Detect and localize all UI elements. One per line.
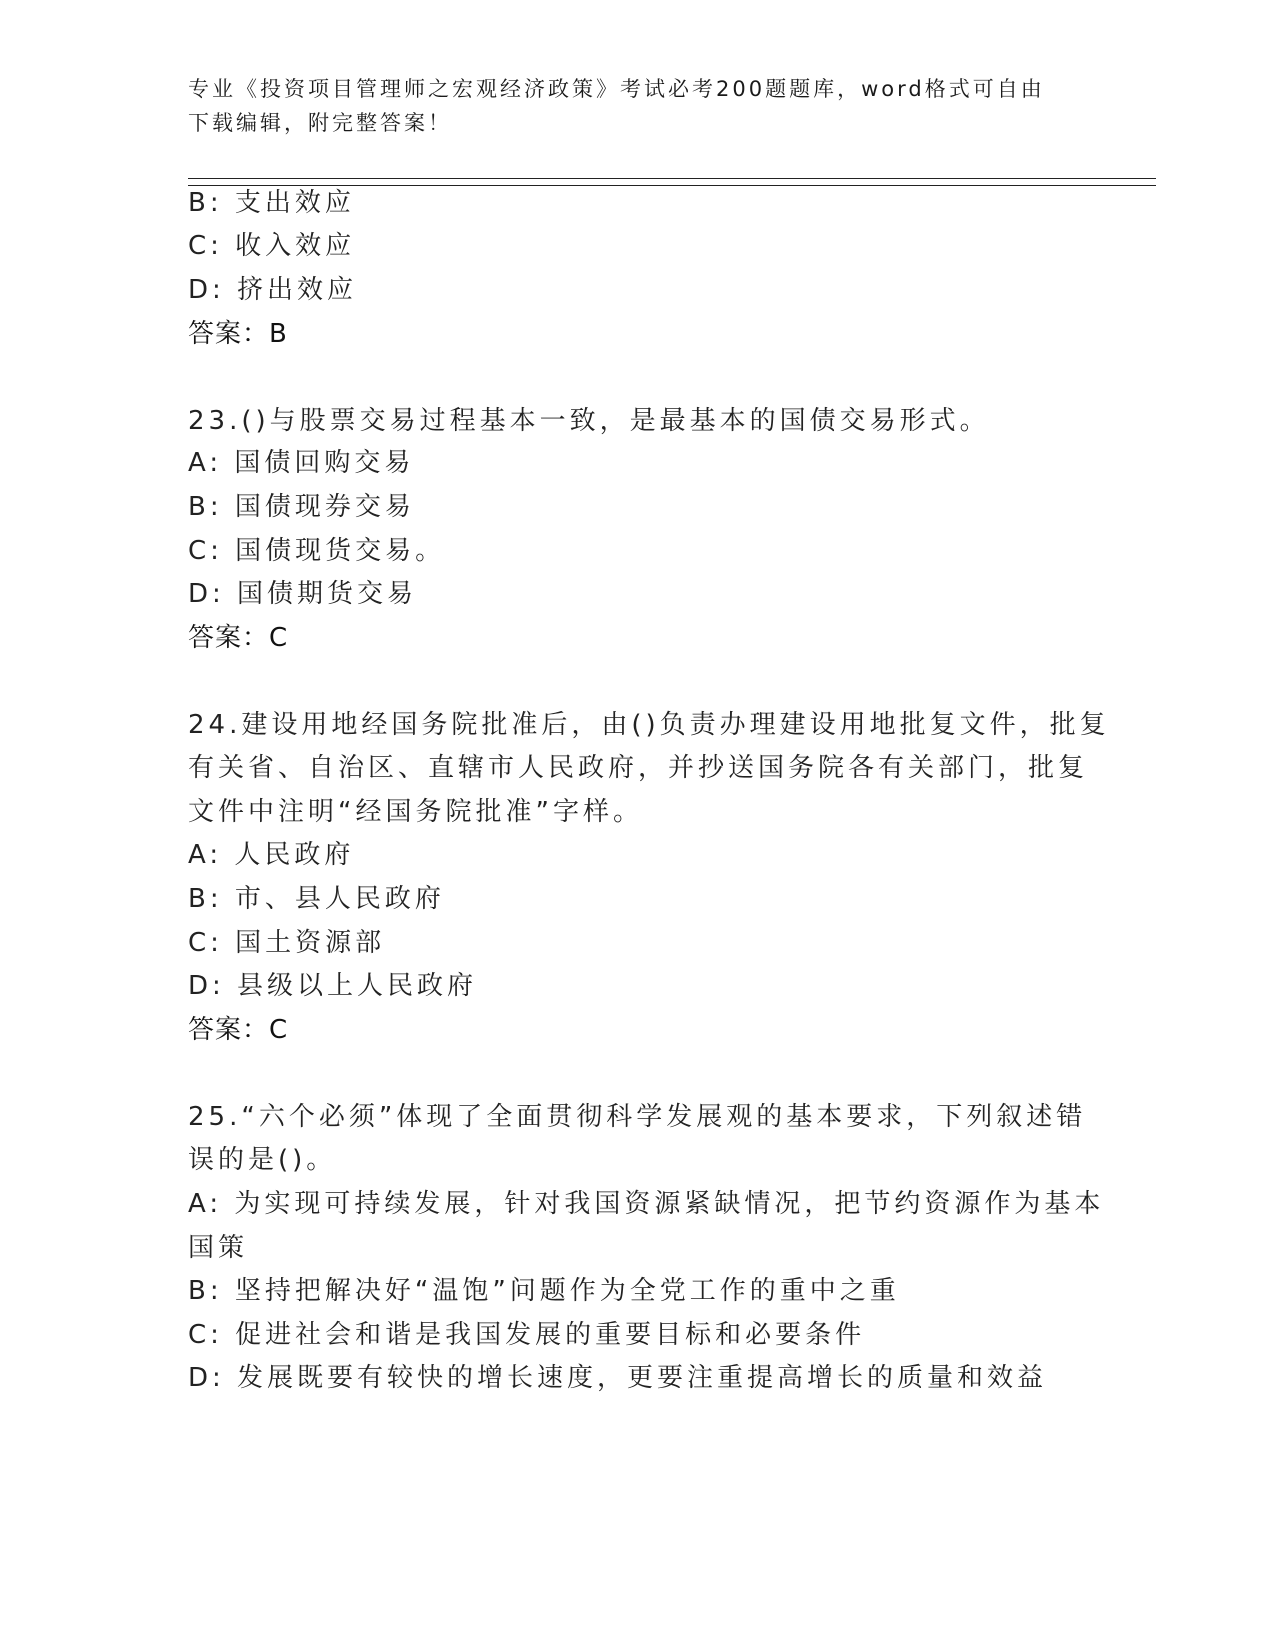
q24-option-b: B: 市、县人民政府: [188, 884, 445, 914]
q25-option-a-line-2: 国策: [188, 1233, 249, 1263]
q25-option-b: B: 坚持把解决好“温饱”问题作为全党工作的重中之重: [188, 1276, 900, 1306]
q22-option-b: B: 支出效应: [188, 188, 355, 218]
q25-stem-line-2: 误的是()。: [188, 1145, 337, 1175]
q24-option-c: C: 国土资源部: [188, 928, 386, 958]
q24-option-a: A: 人民政府: [188, 840, 355, 870]
q24-answer: 答案：C: [188, 1015, 289, 1045]
document-header: [188, 72, 1068, 140]
q25-stem-line-1: 25.“六个必须”体现了全面贯彻科学发展观的基本要求，下列叙述错: [188, 1102, 1087, 1132]
q25-option-a-line-1: A: 为实现可持续发展，针对我国资源紧缺情况，把节约资源作为基本: [188, 1189, 1105, 1219]
q22-answer: 答案：B: [188, 319, 288, 349]
q22-option-c: C: 收入效应: [188, 231, 356, 261]
q24-stem-line-2: 有关省、自治区、直辖市人民政府，并抄送国务院各有关部门，批复: [188, 753, 1089, 783]
q23-stem: 23.()与股票交易过程基本一致，是最基本的国债交易形式。: [188, 406, 990, 436]
q23-option-d: D: 国债期货交易: [188, 579, 418, 609]
q23-option-a: A: 国债回购交易: [188, 448, 415, 478]
header-line-2: 下载编辑，附完整答案！: [188, 111, 452, 135]
q23-option-c: C: 国债现货交易。: [188, 536, 446, 566]
q22-option-d: D: 挤出效应: [188, 275, 358, 305]
header-line-1: 专业《投资项目管理师之宏观经济政策》考试必考200题题库，word格式可自由: [188, 77, 1045, 101]
q24-stem-line-3: 文件中注明“经国务院批准”字样。: [188, 797, 643, 827]
q25-option-c: C: 促进社会和谐是我国发展的重要目标和必要条件: [188, 1320, 866, 1350]
q25-option-d: D: 发展既要有较快的增长速度，更要注重提高增长的质量和效益: [188, 1363, 1048, 1393]
q24-option-d: D: 县级以上人民政府: [188, 971, 478, 1001]
q24-stem-line-1: 24.建设用地经国务院批准后，由()负责办理建设用地批复文件，批复: [188, 710, 1110, 740]
q23-answer: 答案：C: [188, 623, 289, 653]
q23-option-b: B: 国债现券交易: [188, 492, 415, 522]
